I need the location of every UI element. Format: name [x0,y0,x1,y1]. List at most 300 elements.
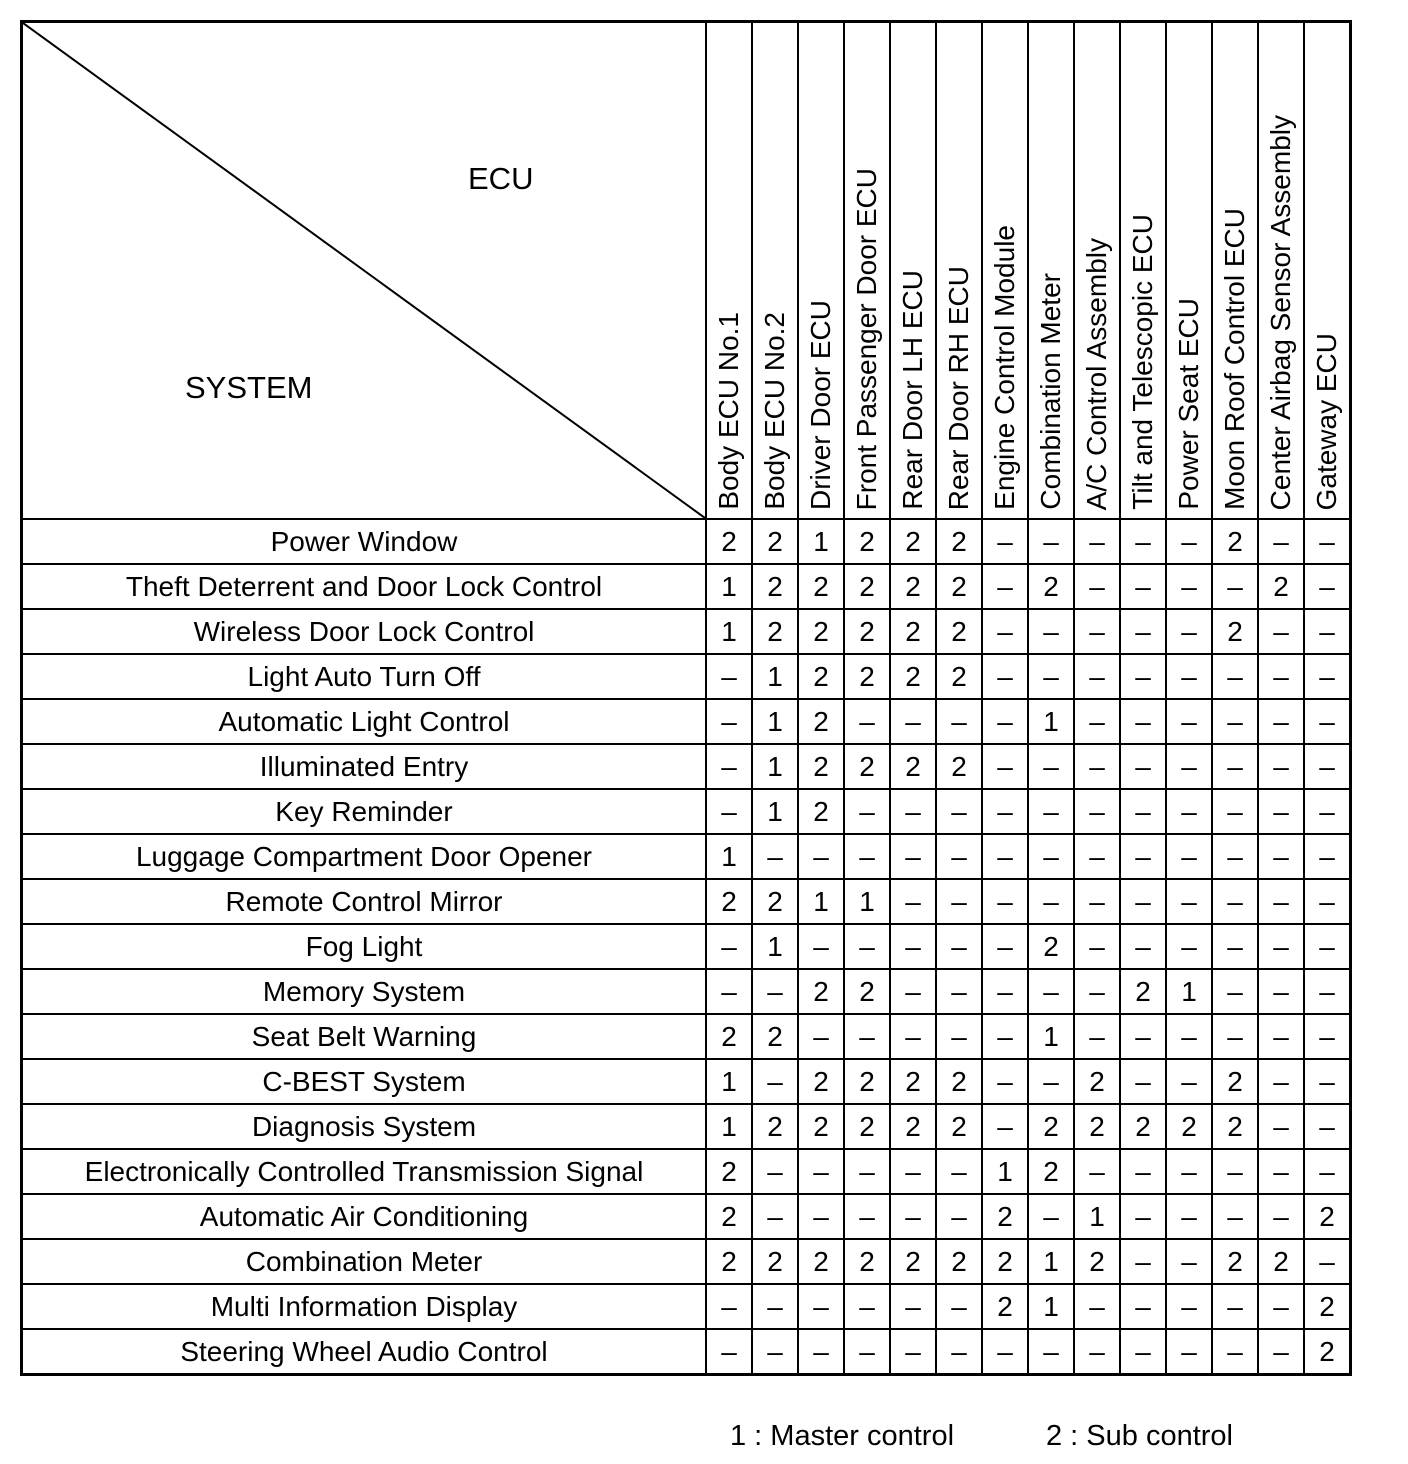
control-cell: 2 [844,609,890,654]
control-cell: 2 [982,1284,1028,1329]
control-cell: – [1120,519,1166,564]
control-cell: – [982,879,1028,924]
control-cell: – [1304,834,1351,879]
control-cell: 2 [1258,564,1304,609]
control-cell: – [936,699,982,744]
control-cell: – [1120,609,1166,654]
control-cell: 2 [1074,1059,1120,1104]
control-cell: 2 [844,564,890,609]
control-cell: – [1074,744,1120,789]
control-cell: – [844,1329,890,1375]
control-cell: 2 [890,654,936,699]
control-cell: 2 [1028,1149,1074,1194]
column-header [890,22,936,520]
table-row [22,969,1351,1014]
column-header-label: Tilt and Telescopic ECU [1127,214,1158,510]
system-name: Key Reminder [22,789,707,834]
control-cell: – [798,1329,844,1375]
column-header-label: Body ECU No.1 [713,312,744,510]
column-header [798,22,844,520]
control-cell: – [982,1059,1028,1104]
header-row [22,22,1351,520]
control-cell: 2 [752,564,798,609]
table-row [22,1104,1351,1149]
control-cell: 2 [1028,564,1074,609]
control-cell: – [1166,564,1212,609]
control-cell: 1 [798,519,844,564]
column-header [752,22,798,520]
column-header-label: Front Passenger Door ECU [851,167,882,510]
control-cell: 2 [844,1239,890,1284]
control-cell: 2 [936,564,982,609]
column-header-label: A/C Control Assembly [1081,237,1112,510]
control-cell: 1 [1028,1014,1074,1059]
control-cell: – [1120,789,1166,834]
control-cell: – [1074,519,1120,564]
control-cell: – [1074,969,1120,1014]
control-cell: – [706,789,752,834]
control-cell: 2 [798,654,844,699]
control-cell: 1 [752,924,798,969]
control-cell: – [1212,789,1258,834]
table-row [22,744,1351,789]
table-row [22,519,1351,564]
control-cell: – [1074,879,1120,924]
control-cell: – [1028,1194,1074,1239]
control-cell: 2 [844,1059,890,1104]
control-cell: – [890,699,936,744]
column-header [844,22,890,520]
system-name: Memory System [22,969,707,1014]
control-cell: – [1074,1284,1120,1329]
control-cell: – [1028,879,1074,924]
control-cell: 2 [798,744,844,789]
control-cell: 2 [798,609,844,654]
control-cell: 2 [1028,924,1074,969]
control-cell: 2 [798,1059,844,1104]
control-cell: 1 [752,789,798,834]
control-cell: – [752,969,798,1014]
control-cell: – [1166,519,1212,564]
ecu-system-matrix [20,20,1352,1376]
system-name: Combination Meter [22,1239,707,1284]
control-cell: 2 [936,744,982,789]
control-cell: 2 [890,519,936,564]
control-cell: 2 [752,879,798,924]
control-cell: 1 [1074,1194,1120,1239]
control-cell: – [982,699,1028,744]
control-cell: – [1212,1284,1258,1329]
control-cell: – [1120,1329,1166,1375]
control-cell: 1 [798,879,844,924]
control-cell: 2 [844,1104,890,1149]
control-cell: – [936,1014,982,1059]
control-cell: – [706,699,752,744]
control-cell: – [1120,1014,1166,1059]
column-header-label: Moon Roof Control ECU [1219,208,1250,510]
control-cell: 2 [1212,1104,1258,1149]
control-cell: – [752,834,798,879]
control-cell: 2 [1212,609,1258,654]
control-cell: – [1258,609,1304,654]
control-cell: – [844,1284,890,1329]
control-cell: – [982,654,1028,699]
column-header [1258,22,1304,520]
control-cell: – [1304,699,1351,744]
table-row [22,1194,1351,1239]
control-cell: – [1304,654,1351,699]
control-cell: 2 [752,609,798,654]
control-cell: 2 [1258,1239,1304,1284]
control-cell: – [1120,1284,1166,1329]
control-cell: 2 [706,1239,752,1284]
control-cell: – [1304,924,1351,969]
control-cell: 2 [752,1014,798,1059]
control-cell: – [1028,609,1074,654]
control-cell: 2 [706,1014,752,1059]
control-cell: – [982,924,1028,969]
control-cell: 2 [1120,969,1166,1014]
column-header [1166,22,1212,520]
control-cell: – [706,1284,752,1329]
control-cell: 1 [752,699,798,744]
control-cell: 2 [706,1149,752,1194]
control-cell: – [936,1149,982,1194]
control-cell: – [1166,1284,1212,1329]
control-cell: 1 [752,654,798,699]
control-cell: – [890,1329,936,1375]
system-name: Seat Belt Warning [22,1014,707,1059]
control-cell: 1 [1028,1239,1074,1284]
control-cell: – [982,969,1028,1014]
table-row [22,1149,1351,1194]
control-cell: 2 [752,1239,798,1284]
control-cell: – [1074,609,1120,654]
column-header-label: Driver Door ECU [805,299,836,510]
system-name: Diagnosis System [22,1104,707,1149]
control-cell: – [1212,1149,1258,1194]
control-cell: – [1028,519,1074,564]
control-cell: – [936,1284,982,1329]
control-cell: – [890,969,936,1014]
control-cell: 1 [844,879,890,924]
control-cell: – [982,1014,1028,1059]
control-cell: – [1258,1104,1304,1149]
control-cell: – [1166,1329,1212,1375]
control-cell: 2 [844,969,890,1014]
column-header-label: Combination Meter [1035,273,1066,510]
table-row [22,924,1351,969]
control-cell: 1 [1166,969,1212,1014]
control-cell: 2 [1120,1104,1166,1149]
control-cell: – [1258,1059,1304,1104]
system-name: Multi Information Display [22,1284,707,1329]
table-row [22,834,1351,879]
control-cell: 2 [1212,519,1258,564]
control-cell: 2 [1212,1059,1258,1104]
control-cell: – [1212,1194,1258,1239]
control-cell: – [1120,699,1166,744]
control-cell: – [1258,744,1304,789]
control-cell: – [844,699,890,744]
system-name: Fog Light [22,924,707,969]
control-cell: – [752,1194,798,1239]
control-cell: – [1304,744,1351,789]
control-cell: 2 [982,1239,1028,1284]
control-cell: – [1120,744,1166,789]
control-cell: – [982,1329,1028,1375]
control-cell: – [1074,924,1120,969]
control-cell: 2 [1304,1329,1351,1375]
control-cell: – [706,654,752,699]
column-header [982,22,1028,520]
column-header [1028,22,1074,520]
ecu-axis-label: ECU [468,161,534,196]
control-cell: – [844,834,890,879]
control-cell: 1 [982,1149,1028,1194]
control-cell: – [1166,1149,1212,1194]
control-cell: – [1120,879,1166,924]
control-cell: 1 [706,564,752,609]
control-cell: – [1166,789,1212,834]
system-name: Steering Wheel Audio Control [22,1329,707,1375]
system-name: Wireless Door Lock Control [22,609,707,654]
control-cell: 2 [936,1239,982,1284]
control-cell: – [1304,789,1351,834]
control-cell: 2 [798,1104,844,1149]
control-cell: – [1166,1239,1212,1284]
column-header-label: Body ECU No.2 [759,312,790,510]
column-header [1120,22,1166,520]
control-cell: 2 [844,744,890,789]
column-header-label: Rear Door RH ECU [943,265,974,510]
legend-master: 1 : Master control [730,1420,955,1452]
control-cell: – [1258,834,1304,879]
control-cell: – [1166,654,1212,699]
system-name: Illuminated Entry [22,744,707,789]
control-cell: – [798,1014,844,1059]
control-cell: – [1258,969,1304,1014]
control-cell: 2 [798,789,844,834]
table-row [22,1329,1351,1375]
control-cell: 2 [890,1239,936,1284]
control-cell: – [1304,564,1351,609]
control-cell: – [1028,789,1074,834]
control-cell: – [890,789,936,834]
control-cell: – [1304,609,1351,654]
table-row [22,654,1351,699]
control-cell: – [982,1104,1028,1149]
control-cell: – [936,1194,982,1239]
control-cell: – [1120,1059,1166,1104]
control-cell: – [1074,1329,1120,1375]
control-cell: – [982,789,1028,834]
control-cell: – [844,789,890,834]
control-cell: – [890,879,936,924]
table-row [22,789,1351,834]
column-header [1074,22,1120,520]
control-cell: 2 [752,1104,798,1149]
control-cell: 2 [890,609,936,654]
column-header [1304,22,1351,520]
control-cell: 1 [706,1059,752,1104]
control-cell: – [982,744,1028,789]
control-cell: – [1074,564,1120,609]
control-cell: – [844,1194,890,1239]
control-cell: – [1120,834,1166,879]
control-cell: – [752,1059,798,1104]
control-cell: – [1212,879,1258,924]
control-cell: – [844,1014,890,1059]
control-cell: – [1304,1239,1351,1284]
control-cell: – [844,924,890,969]
corner-diagonal-line [23,23,705,518]
control-cell: – [1166,879,1212,924]
control-cell: – [1304,1149,1351,1194]
system-name: Luggage Compartment Door Opener [22,834,707,879]
corner-header [22,22,707,520]
control-cell: 2 [798,564,844,609]
control-cell: 2 [1074,1239,1120,1284]
control-cell: 2 [936,654,982,699]
column-header [706,22,752,520]
control-cell: – [1212,699,1258,744]
control-cell: 2 [890,1059,936,1104]
control-cell: – [1028,744,1074,789]
table-row [22,1239,1351,1284]
column-header-label: Power Seat ECU [1173,298,1204,510]
control-cell: – [1258,924,1304,969]
control-cell: 1 [706,834,752,879]
control-cell: 1 [1028,1284,1074,1329]
control-cell: – [1028,1059,1074,1104]
control-cell: 2 [1028,1104,1074,1149]
control-cell: 2 [706,519,752,564]
control-cell: – [1166,1014,1212,1059]
table-row [22,879,1351,924]
control-cell: – [1028,969,1074,1014]
control-cell: – [1166,924,1212,969]
control-cell: 1 [752,744,798,789]
control-cell: – [706,924,752,969]
control-cell: – [1120,1149,1166,1194]
system-name: Automatic Air Conditioning [22,1194,707,1239]
control-cell: – [1120,924,1166,969]
control-cell: 2 [936,1059,982,1104]
control-cell: – [1304,879,1351,924]
control-cell: 2 [1304,1194,1351,1239]
control-cell: 2 [1166,1104,1212,1149]
control-cell: 2 [1074,1104,1120,1149]
column-header [936,22,982,520]
system-axis-label: SYSTEM [185,370,313,405]
control-cell: – [798,834,844,879]
table-row [22,1014,1351,1059]
control-cell: – [1166,1194,1212,1239]
control-cell: – [798,1149,844,1194]
control-cell: – [1212,924,1258,969]
control-cell: – [1120,654,1166,699]
control-cell: – [1074,789,1120,834]
control-cell: – [982,564,1028,609]
control-cell: – [1212,969,1258,1014]
control-cell: – [1074,1014,1120,1059]
control-cell: – [936,834,982,879]
system-name: Automatic Light Control [22,699,707,744]
table-row [22,699,1351,744]
control-cell: 2 [982,1194,1028,1239]
control-cell: – [798,1194,844,1239]
system-name: Theft Deterrent and Door Lock Control [22,564,707,609]
control-cell: – [1074,1149,1120,1194]
control-cell: 2 [798,969,844,1014]
control-cell: 2 [936,609,982,654]
control-cell: – [706,969,752,1014]
control-cell: – [1028,834,1074,879]
control-cell: – [890,1194,936,1239]
control-cell: – [1212,744,1258,789]
control-cell: – [1166,609,1212,654]
control-cell: – [1212,834,1258,879]
control-cell: – [1074,699,1120,744]
control-cell: – [1258,879,1304,924]
control-cell: – [936,924,982,969]
control-cell: 2 [706,879,752,924]
control-cell: – [1212,1014,1258,1059]
control-cell: – [1258,1149,1304,1194]
control-cell: – [1258,1194,1304,1239]
column-header [1212,22,1258,520]
control-cell: – [1304,1059,1351,1104]
control-cell: – [1074,834,1120,879]
control-cell: – [798,1284,844,1329]
column-header-label: Center Airbag Sensor Assembly [1265,114,1296,510]
control-cell: – [890,1014,936,1059]
control-cell: – [1120,1239,1166,1284]
control-cell: – [798,924,844,969]
control-cell: – [890,834,936,879]
column-header-label: Rear Door LH ECU [897,270,928,510]
control-cell: – [1212,1329,1258,1375]
control-cell: – [706,744,752,789]
control-cell: 2 [1304,1284,1351,1329]
control-cell: – [1304,1014,1351,1059]
control-cell: – [844,1149,890,1194]
control-cell: – [1212,654,1258,699]
control-cell: 2 [1212,1239,1258,1284]
matrix-body [22,519,1351,1375]
column-header-label: Engine Control Module [989,225,1020,510]
control-cell: – [982,609,1028,654]
system-name: Remote Control Mirror [22,879,707,924]
control-cell: 2 [890,744,936,789]
control-cell: – [936,789,982,834]
control-cell: – [1258,1329,1304,1375]
control-cell: 2 [706,1194,752,1239]
system-name: Light Auto Turn Off [22,654,707,699]
control-cell: – [1258,519,1304,564]
control-cell: – [1304,1104,1351,1149]
control-cell: – [982,834,1028,879]
table-row [22,564,1351,609]
table-row [22,1059,1351,1104]
control-cell: – [1120,564,1166,609]
control-cell: 2 [936,519,982,564]
control-cell: – [1166,1059,1212,1104]
control-cell: – [1304,969,1351,1014]
system-name: Electronically Controlled Transmission Signal [22,1149,707,1194]
control-cell: 2 [936,1104,982,1149]
